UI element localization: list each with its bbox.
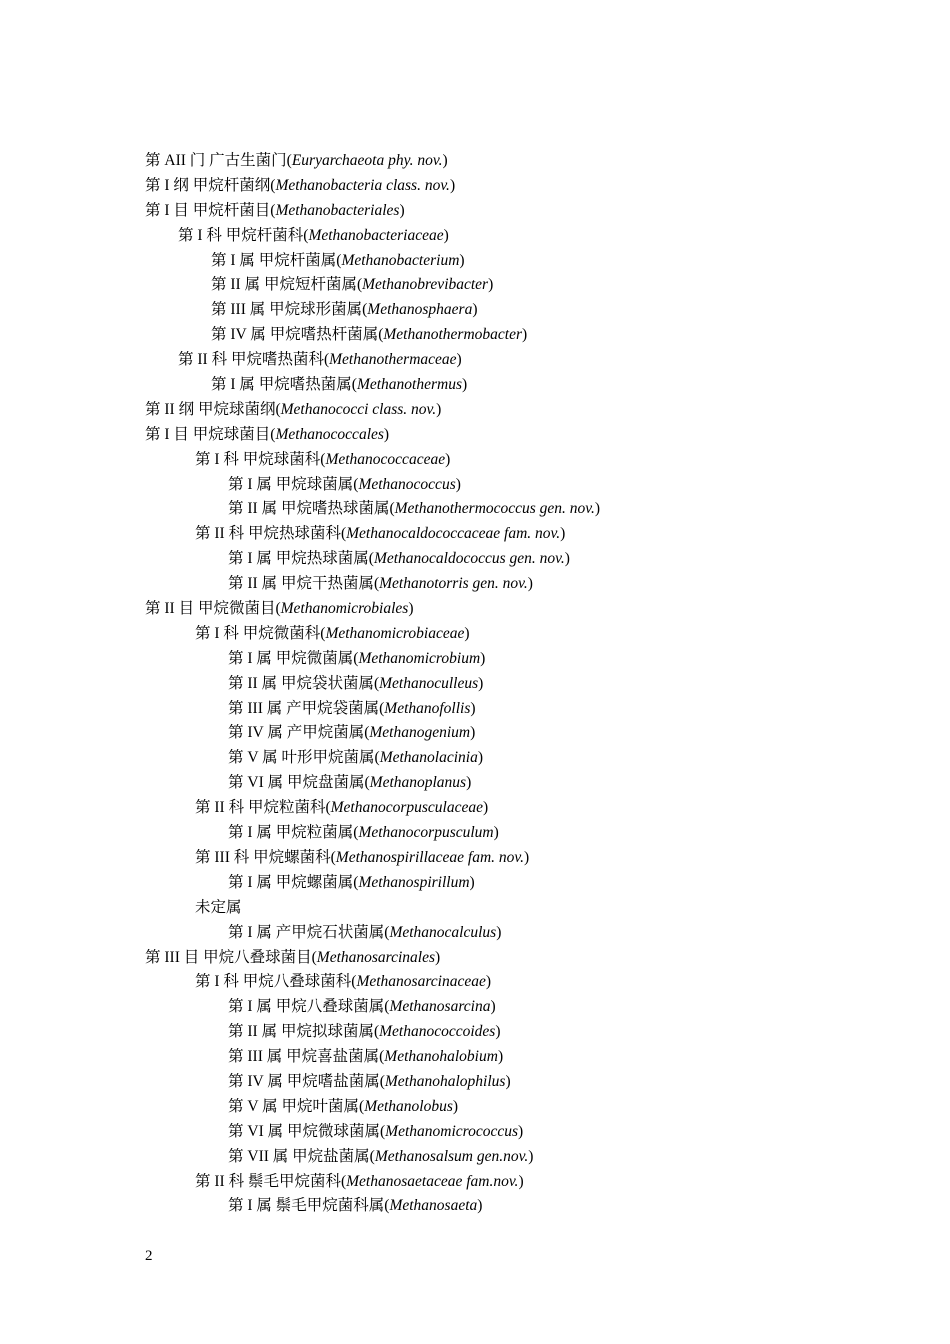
taxon-scientific-name: Methanococcoides [379,1023,496,1041]
taxon-chinese-name: 第 AII 门 广古生菌门( [145,152,292,169]
taxon-closing-paren: ) [466,774,472,792]
taxonomy-line [145,398,600,423]
taxon-chinese-name: 第 VI 属 甲烷盘菌属( [228,774,370,792]
taxon-scientific-name: Methanosaetaceae fam.nov. [346,1172,519,1190]
taxon-scientific-name: Methanofollis [384,699,471,717]
taxonomy-line [145,249,600,274]
taxonomy-line [145,1045,600,1070]
taxon-chinese-name: 第 IV 属 甲烷嗜热杆菌属( [211,326,384,344]
taxon-chinese-name: 第 V 属 甲烷叶菌属( [228,1097,365,1115]
taxon-scientific-name: Methanobrevibacter [362,276,489,294]
taxon-closing-paren: ) [464,624,470,642]
taxon-closing-paren: ) [455,475,461,493]
taxon-closing-paren: ) [436,400,442,418]
taxon-closing-paren: ) [518,1172,524,1190]
taxon-chinese-name: 第 I 属 甲烷粒菌属( [228,824,359,842]
taxon-closing-paren: ) [528,1147,534,1165]
taxon-chinese-name: 第 II 科 甲烷嗜热菌科( [178,351,330,369]
taxon-scientific-name: Methanotorris gen. nov. [379,575,528,593]
taxon-closing-paren: ) [452,1097,459,1115]
taxon-chinese-name: 第 I 目 甲烷杆菌目( [145,201,276,219]
taxon-scientific-name: Methanohalophilus [384,1072,506,1090]
taxon-chinese-name: 第 IV 属 甲烷嗜盐菌属( [228,1072,385,1090]
taxon-closing-paren: ) [524,848,530,866]
taxonomy-line [145,995,600,1020]
taxon-chinese-name: 第 I 属 甲烷热球菌属( [228,550,374,568]
taxon-closing-paren: ) [497,1048,504,1066]
taxonomy-line [145,473,600,498]
taxonomy-line [145,946,600,971]
taxon-closing-paren: ) [477,749,484,767]
taxonomy-list [145,149,600,1219]
taxonomy-line [145,796,600,821]
taxon-scientific-name: Methanomicrococcus [385,1122,519,1140]
taxonomy-line [145,497,600,522]
taxon-scientific-name: Methanospirillaceae fam. nov. [335,848,525,866]
taxon-closing-paren: ) [594,500,601,518]
taxon-scientific-name: Methanobacterium [341,251,460,269]
taxonomy-line [145,921,600,946]
taxon-scientific-name: Methanosaeta [389,1197,478,1215]
taxon-closing-paren: ) [483,799,489,817]
taxon-closing-paren: ) [527,575,533,593]
taxon-closing-paren: ) [496,923,502,941]
taxon-closing-paren: ) [480,649,486,667]
taxon-scientific-name: Methanothermococcus gen. nov. [394,500,595,518]
taxon-chinese-name: 第 I 属 甲烷嗜热菌属( [211,376,357,394]
taxonomy-line [145,1170,600,1195]
taxon-chinese-name: 第 II 属 甲烷嗜热球菌属( [228,500,395,518]
taxonomy-line [145,1194,600,1219]
taxon-scientific-name: Methanosphaera [367,301,473,319]
taxon-closing-paren: ) [470,724,476,742]
page-number: 2 [145,1248,153,1264]
taxon-closing-paren: ) [564,550,570,568]
taxon-closing-paren: ) [495,1023,501,1041]
taxon-scientific-name: Methanothermaceae [329,351,457,369]
taxon-closing-paren: ) [470,699,476,717]
taxonomy-line [145,448,600,473]
taxon-closing-paren: ) [488,276,494,294]
taxon-scientific-name: Methanobacteriaceae [308,226,444,244]
taxon-chinese-name: 第 III 科 甲烷螺菌科( [195,848,336,866]
taxon-chinese-name: 第 I 纲 甲烷杆菌纲( [145,176,276,194]
taxon-closing-paren: ) [399,201,405,219]
taxon-scientific-name: Methanomicrobium [358,649,481,667]
taxon-scientific-name: Methanocaldococcaceae fam. nov. [346,525,561,543]
taxon-chinese-name: 第 II 纲 甲烷球菌纲( [145,400,281,418]
taxon-chinese-name: 第 II 科 鬃毛甲烷菌科( [195,1172,347,1190]
taxon-chinese-name: 第 III 属 甲烷喜盐菌属( [228,1048,385,1066]
taxon-scientific-name: Methanosalsum gen.nov. [374,1147,529,1165]
taxonomy-line [145,1120,600,1145]
taxon-chinese-name: 第 I 科 甲烷杆菌科( [178,226,309,244]
taxonomy-line [145,647,600,672]
taxon-scientific-name: Methanococci class. nov. [280,400,437,418]
taxon-chinese-name: 第 II 属 甲烷干热菌属( [228,575,380,593]
taxon-scientific-name: Methanomicrobiales [280,600,409,618]
taxon-closing-paren: ) [493,824,499,842]
taxon-chinese-name: 第 IV 属 产甲烷菌属( [228,724,370,742]
taxonomy-line [145,970,600,995]
taxon-scientific-name: Methanoplanus [369,774,467,792]
taxon-scientific-name: Methanococcus [358,475,456,493]
taxon-closing-paren: ) [443,226,449,244]
taxonomy-line [145,149,600,174]
taxon-scientific-name: Methanolobus [364,1097,453,1115]
taxon-closing-paren: ) [478,674,484,692]
taxonomy-line [145,572,600,597]
taxon-scientific-name: Methanocorpusculaceae [330,799,483,817]
taxon-scientific-name: Methanospirillum [358,873,470,891]
taxon-chinese-name: 第 I 属 甲烷微菌属( [228,649,359,667]
taxon-closing-paren: ) [449,176,456,194]
taxonomy-line [145,273,600,298]
taxon-chinese-name: 第 I 科 甲烷微菌科( [195,624,326,642]
taxonomy-line [145,423,600,448]
taxon-chinese-name: 第 VII 属 甲烷盐菌属( [228,1147,375,1165]
taxon-chinese-name: 第 II 属 甲烷拟球菌属( [228,1023,380,1041]
taxonomy-line [145,896,600,921]
taxonomy-line [145,1145,600,1170]
taxonomy-line [145,697,600,722]
taxon-scientific-name: Methanobacteriales [275,201,400,219]
taxon-closing-paren: ) [408,600,414,618]
taxon-scientific-name: Methanothermobacter [383,326,522,344]
taxonomy-line [145,373,600,398]
taxonomy-line [145,1095,600,1120]
taxon-chinese-name: 第 II 科 甲烷热球菌科( [195,525,347,543]
taxonomy-line [145,672,600,697]
taxon-scientific-name: Methanothermus [356,376,462,394]
taxon-scientific-name: Methanomicrobiaceae [325,624,465,642]
taxonomy-line [145,597,600,622]
taxonomy-line [145,174,600,199]
taxon-chinese-name: 第 II 属 甲烷短杆菌属( [211,276,363,294]
taxon-chinese-name: 第 II 属 甲烷袋状菌属( [228,674,380,692]
taxonomy-line [145,622,600,647]
taxon-closing-paren: ) [445,450,451,468]
taxonomy-line [145,547,600,572]
taxon-chinese-name: 第 I 属 甲烷球菌属( [228,475,359,493]
taxon-chinese-name: 第 VI 属 甲烷微球菌属( [228,1122,386,1140]
taxonomy-line [145,771,600,796]
taxon-chinese-name: 第 I 属 甲烷八叠球菌属( [228,998,390,1016]
taxon-scientific-name: Methanocalculus [389,923,497,941]
taxon-closing-paren: ) [560,525,566,543]
taxonomy-line [145,224,600,249]
taxon-chinese-name: 第 I 科 甲烷八叠球菌科( [195,973,357,991]
taxon-closing-paren: ) [472,301,478,319]
taxon-chinese-name: 第 I 科 甲烷球菌科( [195,450,326,468]
taxon-scientific-name: Methanohalobium [384,1048,498,1066]
taxon-chinese-name: 第 V 属 叶形甲烷菌属( [228,749,380,767]
taxonomy-line [145,522,600,547]
taxon-closing-paren: ) [521,326,528,344]
taxon-scientific-name: Methanosarcinaceae [356,973,486,991]
taxon-closing-paren: ) [505,1072,511,1090]
taxon-closing-paren: ) [442,152,448,169]
taxon-closing-paren: ) [462,376,468,394]
taxon-chinese-name: 第 III 目 甲烷八叠球菌目( [145,948,317,966]
taxonomy-line [145,323,600,348]
taxon-chinese-name: 第 I 属 甲烷螺菌属( [228,873,359,891]
taxon-chinese-name: 第 I 属 产甲烷石状菌属( [228,923,390,941]
taxon-closing-paren: ) [435,948,441,966]
taxon-closing-paren: ) [490,998,496,1016]
taxon-scientific-name: Methanosarcina [389,998,491,1016]
taxon-closing-paren: ) [469,873,475,891]
taxon-chinese-name: 第 III 属 甲烷球形菌属( [211,301,368,319]
taxon-closing-paren: ) [477,1197,483,1215]
taxon-scientific-name: Methanosarcinales [316,948,436,966]
taxon-scientific-name: Methanococcaceae [325,450,446,468]
taxon-scientific-name: Methanocaldococcus gen. nov. [373,550,565,568]
taxonomy-line [145,846,600,871]
taxon-chinese-name: 第 I 目 甲烷球菌目( [145,425,276,443]
taxon-closing-paren: ) [456,351,462,369]
taxon-closing-paren: ) [518,1122,524,1140]
taxon-chinese-name: 第 II 科 甲烷粒菌科( [195,799,331,817]
taxonomy-line [145,746,600,771]
taxonomy-line [145,871,600,896]
taxon-scientific-name: Methanoculleus [379,674,479,692]
taxon-chinese-name: 第 I 属 鬃毛甲烷菌科属( [228,1197,390,1215]
taxon-chinese-name: 未定属 [195,898,242,916]
taxonomy-line [145,199,600,224]
taxonomy-line [145,821,600,846]
taxon-scientific-name: Methanococcales [275,425,384,443]
taxon-scientific-name: Methanocorpusculum [358,824,494,842]
taxon-closing-paren: ) [485,973,492,991]
taxonomy-line [145,298,600,323]
taxonomy-line [145,1070,600,1095]
taxon-chinese-name: 第 III 属 产甲烷袋菌属( [228,699,385,717]
taxonomy-line [145,348,600,373]
taxon-chinese-name: 第 II 目 甲烷微菌目( [145,600,281,618]
taxon-scientific-name: Methanogenium [369,724,471,742]
taxonomy-line [145,721,600,746]
taxon-scientific-name: Methanolacinia [379,749,478,767]
taxon-scientific-name: Euryarchaeota phy. nov. [291,152,443,169]
taxon-scientific-name: Methanobacteria class. nov. [275,176,450,194]
taxon-closing-paren: ) [383,425,390,443]
taxonomy-line [145,1020,600,1045]
taxon-closing-paren: ) [459,251,465,269]
taxon-chinese-name: 第 I 属 甲烷杆菌属( [211,251,342,269]
